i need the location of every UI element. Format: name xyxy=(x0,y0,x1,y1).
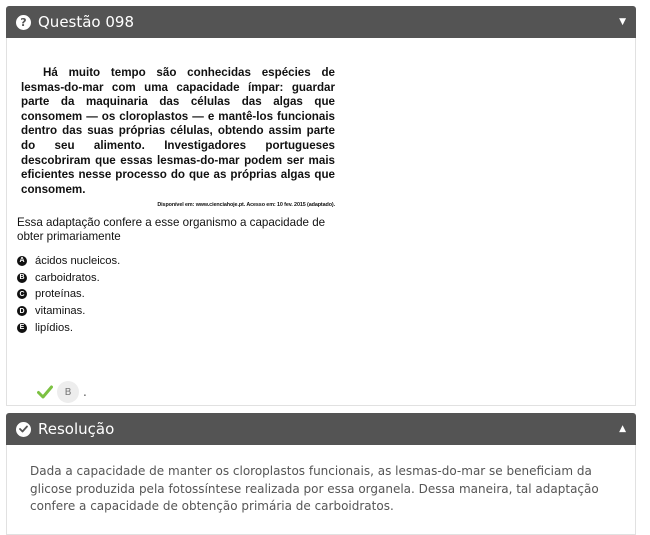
option-c xyxy=(17,286,335,303)
resolution-title: Resolução xyxy=(38,420,115,438)
check-icon xyxy=(37,385,53,399)
question-passage: Há muito tempo são conhecidas espécies de lesmas-do-mar com uma capacidade ímpar: guardar parte da maquinaria das células das algas que consomem — os cloroplastos — e mantê-los funcionais dentro das suas próprias células, obtendo assim parte do seu alimento. Investigadores portugueses descobriram que essas lesmas-do-mar podem ser mais eficientes nesse processo do que as próprias algas que consomem. xyxy=(21,66,335,196)
passage-source: Disponível em: www.cienciahoje.pt. Acesso em: 10 fev. 2015 (adaptado). xyxy=(157,202,335,209)
option-b xyxy=(17,269,335,286)
option-d xyxy=(17,303,335,320)
answer-badge: B xyxy=(57,381,79,403)
question-title: Questão 098 xyxy=(38,13,135,31)
option-letter-badge: C xyxy=(17,289,27,299)
question-content xyxy=(17,66,335,336)
caret-down-icon[interactable]: ▼ xyxy=(619,17,626,27)
answer-row xyxy=(37,381,87,403)
option-e xyxy=(17,320,335,337)
question-prompt: Essa adaptação confere a esse organismo a capacidade de obter primariamente xyxy=(17,216,326,244)
caret-up-icon[interactable]: ▲ xyxy=(619,424,626,434)
check-circle-icon xyxy=(16,422,31,437)
resolution-panel-body xyxy=(6,445,636,535)
question-panel-header[interactable] xyxy=(6,6,636,38)
option-text: proteínas. xyxy=(35,288,85,301)
option-a xyxy=(17,252,335,269)
option-text: lipídios. xyxy=(35,321,73,334)
option-letter-badge: E xyxy=(17,323,27,333)
resolution-panel-header[interactable] xyxy=(6,413,636,445)
question-circle-icon: ? xyxy=(16,15,31,30)
answer-options xyxy=(17,252,335,336)
resolution-text: Dada a capacidade de manter os cloroplastos funcionais, as lesmas-do-mar se beneficiam da glicose produzida pela fotossíntese realizada por essa organela. Dessa maneira, tal adaptação confere a capacidade de obtenção primária de carboidratos. xyxy=(30,464,599,513)
answer-suffix: . xyxy=(83,385,87,399)
option-letter-badge: A xyxy=(17,256,27,266)
question-panel-body xyxy=(6,38,636,406)
option-letter-badge: D xyxy=(17,306,27,316)
option-letter-badge: B xyxy=(17,273,27,283)
option-text: carboidratos. xyxy=(35,271,100,284)
check-circle-inner-check xyxy=(19,425,28,433)
option-text: vitaminas. xyxy=(35,305,86,318)
option-text: ácidos nucleicos. xyxy=(35,254,121,267)
